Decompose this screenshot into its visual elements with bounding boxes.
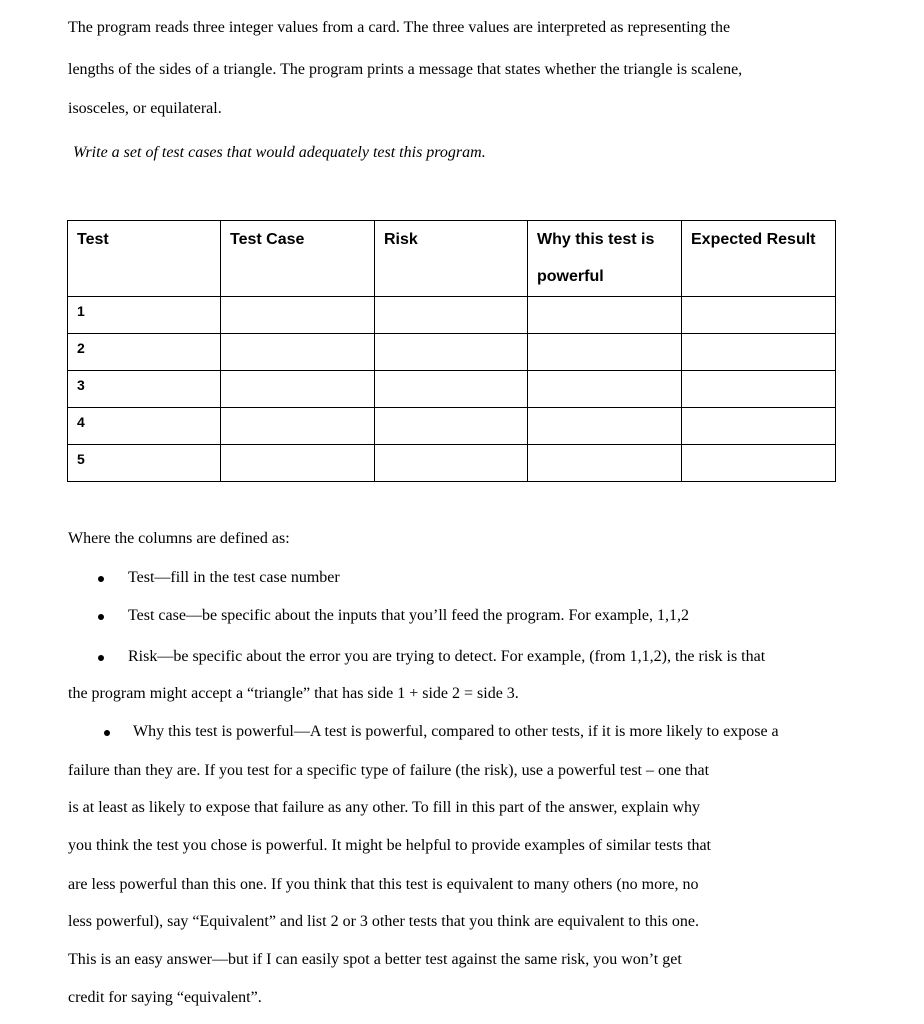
definition-why-line-4: you think the test you chose is powerful. It might be helpful to provide examples of similar tests that — [68, 837, 711, 854]
header-risk: Risk — [375, 221, 528, 297]
expected-result-cell[interactable] — [682, 297, 836, 334]
test-case-cell[interactable] — [221, 371, 375, 408]
definition-why-line-7: This is an easy answer—but if I can easily spot a better test against the same risk, you won’t get — [68, 951, 682, 968]
test-case-cell[interactable] — [221, 445, 375, 482]
why-powerful-cell[interactable] — [528, 371, 682, 408]
definition-why-line-2: failure than they are. If you test for a specific type of failure (the risk), use a powerful test – one that — [68, 762, 710, 779]
header-expected-result: Expected Result — [682, 221, 836, 297]
definition-why-line-3: is at least as likely to expose that failure as any other. To fill in this part of the answer, explain why — [68, 799, 701, 816]
bullet-dot — [98, 576, 104, 582]
row-number: 3 — [68, 371, 221, 408]
header-test: Test — [68, 221, 221, 297]
row-number: 5 — [68, 445, 221, 482]
why-powerful-cell[interactable] — [528, 408, 682, 445]
header-why-line-2: powerful — [537, 268, 604, 285]
header-why-line-1: Why this test is — [537, 231, 655, 248]
definition-test: Test—fill in the test case number — [128, 569, 340, 586]
row-number: 2 — [68, 334, 221, 371]
table-header-row — [68, 221, 836, 297]
definitions-lead: Where the columns are defined as: — [68, 530, 290, 547]
task-instruction: Write a set of test cases that would adequately test this program. — [73, 144, 486, 161]
test-case-cell[interactable] — [221, 334, 375, 371]
intro-line-1: The program reads three integer values from a card. The three values are interpreted as representing the — [68, 19, 731, 36]
test-case-cell[interactable] — [221, 408, 375, 445]
expected-result-cell[interactable] — [682, 445, 836, 482]
definition-risk-line-2: the program might accept a “triangle” that has side 1 + side 2 = side 3. — [68, 685, 519, 702]
definition-why-line-8: credit for saying “equivalent”. — [68, 989, 262, 1006]
intro-line-2: lengths of the sides of a triangle. The program prints a message that states whether the triangle is scalene, — [68, 61, 743, 78]
definition-why-line-1: Why this test is powerful—A test is powerful, compared to other tests, if it is more likely to expose a — [133, 723, 779, 740]
risk-cell[interactable] — [375, 297, 528, 334]
definition-why-line-6: less powerful), say “Equivalent” and list 2 or 3 other tests that you think are equivalent to this one. — [68, 913, 699, 930]
definition-why-line-5: are less powerful than this one. If you think that this test is equivalent to many others (no more, no — [68, 876, 699, 893]
table-row — [68, 297, 836, 334]
expected-result-cell[interactable] — [682, 334, 836, 371]
why-powerful-cell[interactable] — [528, 297, 682, 334]
risk-cell[interactable] — [375, 408, 528, 445]
test-case-cell[interactable] — [221, 297, 375, 334]
definition-risk-line-1: Risk—be specific about the error you are trying to detect. For example, (from 1,1,2), the risk is that — [128, 648, 766, 665]
why-powerful-cell[interactable] — [528, 445, 682, 482]
header-test-case: Test Case — [221, 221, 375, 297]
table-row — [68, 445, 836, 482]
test-case-table — [67, 220, 836, 482]
row-number: 4 — [68, 408, 221, 445]
intro-line-3: isosceles, or equilateral. — [68, 100, 222, 117]
bullet-dot — [98, 614, 104, 620]
expected-result-cell[interactable] — [682, 371, 836, 408]
row-number: 1 — [68, 297, 221, 334]
table-row — [68, 408, 836, 445]
expected-result-cell[interactable] — [682, 408, 836, 445]
bullet-dot — [98, 655, 104, 661]
why-powerful-cell[interactable] — [528, 334, 682, 371]
table-row — [68, 334, 836, 371]
definition-test-case: Test case—be specific about the inputs that you’ll feed the program. For example, 1,1,2 — [128, 607, 689, 624]
risk-cell[interactable] — [375, 334, 528, 371]
table-row — [68, 371, 836, 408]
risk-cell[interactable] — [375, 371, 528, 408]
bullet-dot — [104, 730, 110, 736]
header-why-powerful — [528, 221, 682, 297]
risk-cell[interactable] — [375, 445, 528, 482]
